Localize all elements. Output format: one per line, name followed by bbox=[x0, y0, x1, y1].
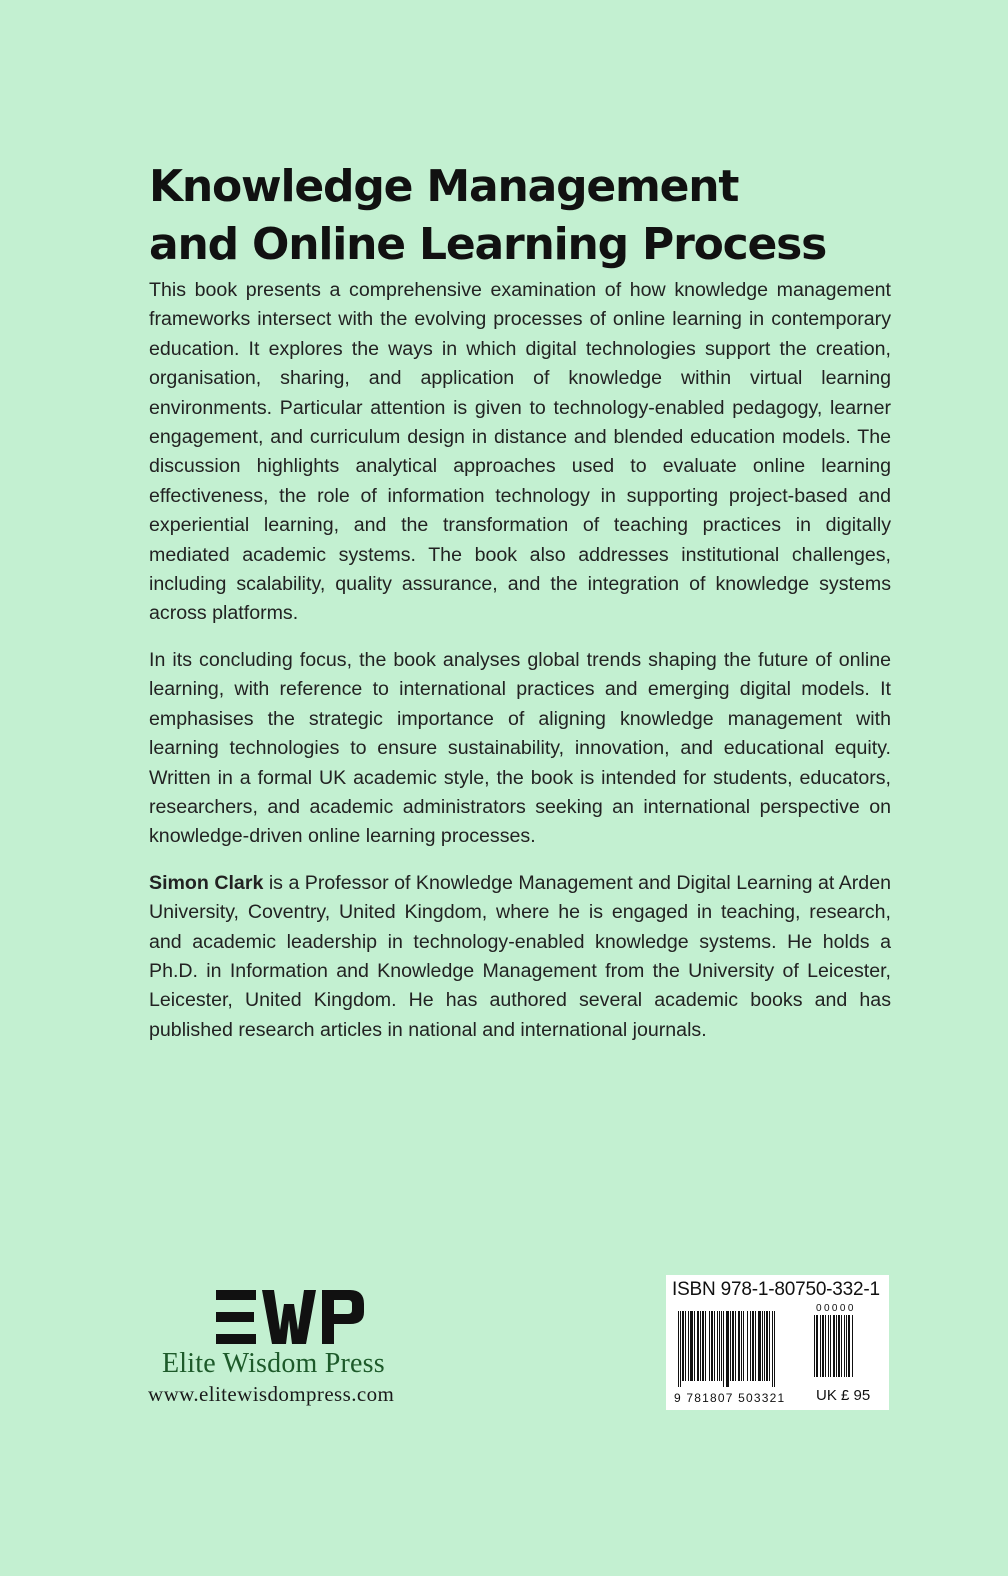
barcode-bar bbox=[846, 1315, 847, 1377]
description-paragraph-1: This book presents a comprehensive examination of how knowledge management frameworks intersect with the evolving processes of online learning in contemporary education. It explores the ways in which digital technologies support the creation, organisation, sharing, and application of knowledge within virtual learning environments. Particular attention is given to technology-enabled pedagogy, learner engagement, and curriculum design in distance and blended education models. The discussion highlights analytical approaches used to evaluate online learning effectiveness, the role of information technology in supporting project-based and experiential learning, and the transformation of teaching practices in digitally mediated academic systems. The book also addresses institutional challenges, including scalability, quality assurance, and the integration of knowledge systems across platforms. bbox=[149, 279, 891, 625]
barcode-bar bbox=[752, 1311, 754, 1381]
barcode-bar bbox=[758, 1311, 761, 1381]
barcode-bar bbox=[828, 1315, 829, 1377]
barcode-bar bbox=[825, 1315, 826, 1377]
barcode-bar bbox=[714, 1311, 715, 1381]
barcode-bar bbox=[682, 1311, 684, 1381]
barcode-bar bbox=[755, 1311, 756, 1381]
barcode-bar bbox=[816, 1315, 818, 1377]
barcode-bar bbox=[702, 1311, 704, 1381]
barcode-bar bbox=[836, 1315, 837, 1377]
barcode-bar bbox=[833, 1315, 835, 1377]
barcode-bar bbox=[738, 1311, 740, 1381]
barcode-bar bbox=[694, 1311, 695, 1381]
barcode-bar bbox=[830, 1315, 831, 1377]
barcode-bar bbox=[680, 1311, 681, 1387]
book-description bbox=[149, 276, 891, 1045]
barcode-bar bbox=[700, 1311, 701, 1381]
book-title bbox=[149, 158, 909, 274]
title-line-1: Knowledge Management bbox=[149, 161, 739, 212]
barcode-bar bbox=[741, 1311, 742, 1381]
barcode-bar bbox=[774, 1311, 775, 1387]
author-bio-text: is a Professor of Knowledge Management and Digital Learning at Arden University, Coventry, United Kingdom, where he is engaged in teaching, research, and academic leadership in technology-enabled knowledge systems. He holds a Ph.D. in Information and Knowledge Management from the University of Leicester, Leicester, United Kingdom. He has authored several academic books and has published research articles in national and international journals. bbox=[149, 871, 891, 1041]
isbn-label: ISBN 978-1-80750-332-1 bbox=[672, 1279, 880, 1300]
barcode-bar bbox=[719, 1311, 720, 1381]
publisher-url[interactable]: www.elitewisdompress.com bbox=[148, 1382, 395, 1406]
barcode-bar bbox=[820, 1315, 821, 1377]
barcode-bar bbox=[747, 1311, 748, 1381]
barcode-bar bbox=[726, 1311, 729, 1387]
barcode-bar bbox=[764, 1311, 765, 1381]
barcode-bar bbox=[766, 1311, 768, 1381]
barcode-bar bbox=[814, 1315, 815, 1377]
barcode-bar bbox=[711, 1311, 713, 1381]
barcode-bar bbox=[717, 1311, 718, 1381]
barcode-bar bbox=[709, 1311, 710, 1381]
barcode-bar bbox=[705, 1311, 706, 1381]
barcode-bar bbox=[685, 1311, 686, 1381]
publisher-block bbox=[148, 1290, 438, 1407]
publisher-logo bbox=[216, 1290, 364, 1344]
barcode-bar bbox=[750, 1311, 751, 1381]
publisher-name: Elite Wisdom Press bbox=[162, 1348, 385, 1379]
barcode-bar bbox=[743, 1311, 744, 1381]
barcode-bar bbox=[690, 1311, 693, 1381]
barcode-bar bbox=[697, 1311, 699, 1381]
barcode-bar bbox=[841, 1315, 842, 1377]
barcode-bar bbox=[848, 1315, 850, 1377]
barcode-bar bbox=[822, 1315, 824, 1377]
barcode-bar bbox=[678, 1311, 679, 1387]
barcode-bar bbox=[838, 1315, 840, 1377]
barcode-bar bbox=[721, 1311, 722, 1381]
title-line-2: and Online Learning Process bbox=[149, 219, 827, 270]
barcode-bar bbox=[723, 1311, 724, 1387]
barcode-bar bbox=[772, 1311, 773, 1387]
author-bio bbox=[149, 869, 891, 1045]
price-label: UK £ 95 bbox=[816, 1387, 871, 1404]
barcode-bar bbox=[732, 1311, 734, 1381]
barcode-bar bbox=[769, 1311, 770, 1381]
barcode-digits: 9 781807 503321 bbox=[674, 1391, 786, 1405]
barcode-bar bbox=[735, 1311, 736, 1381]
addon-barcode bbox=[814, 1315, 874, 1385]
addon-digits: 00000 bbox=[816, 1303, 856, 1314]
barcode-bar bbox=[688, 1311, 689, 1381]
ean-barcode bbox=[678, 1311, 808, 1391]
barcode-bar bbox=[852, 1315, 853, 1377]
barcode-bar bbox=[844, 1315, 845, 1377]
barcode-panel bbox=[666, 1275, 889, 1410]
author-name: Simon Clark bbox=[149, 871, 264, 894]
description-paragraph-2: In its concluding focus, the book analyses global trends shaping the future of online learning, with reference to international practices and emerging digital models. It emphasises the strategic importance of aligning knowledge management with learning technologies to ensure sustainability, innovation, and educational equity. Written in a formal UK academic style, the book is intended for students, educators, researchers, and academic administrators seeking an international perspective on knowledge-driven online learning processes. bbox=[149, 648, 891, 848]
barcode-bar bbox=[730, 1311, 731, 1381]
barcode-bar bbox=[762, 1311, 763, 1381]
